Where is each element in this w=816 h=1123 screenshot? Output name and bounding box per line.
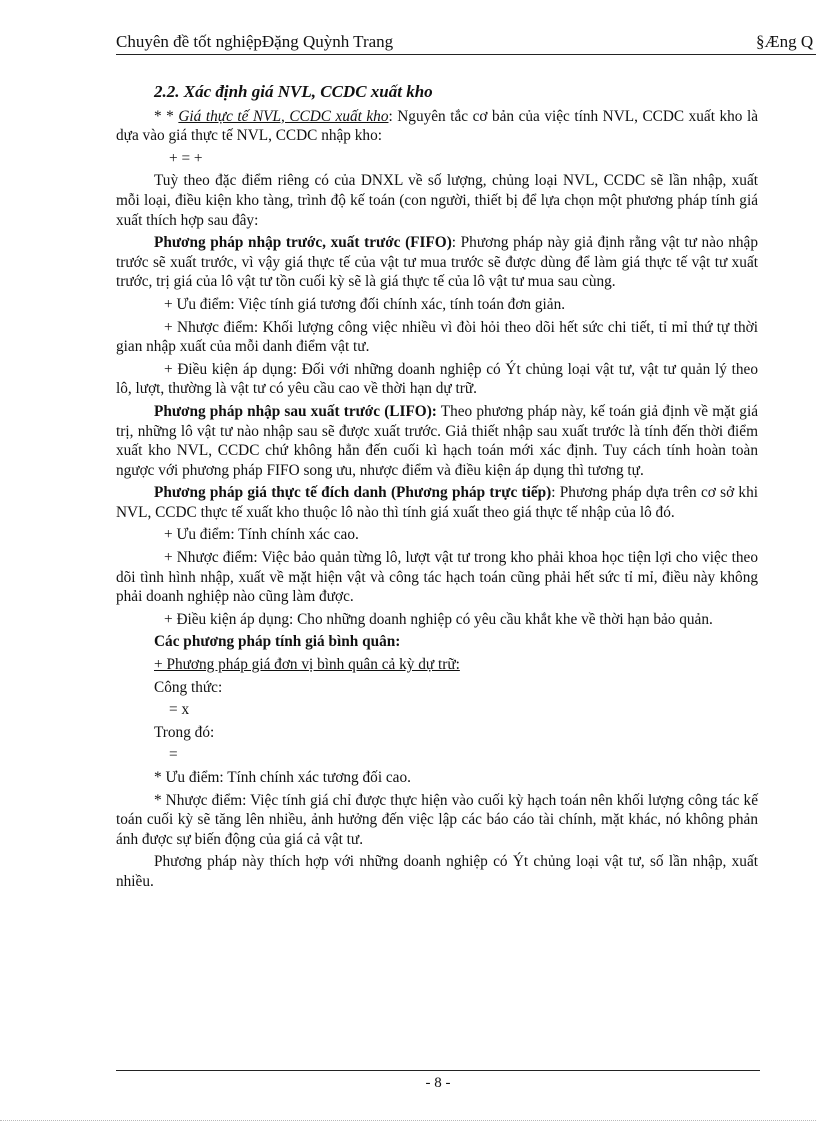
fifo-cond: + Điều kiện áp dụng: Đối với những doanh nghiệp có Ýt chủng loại vật tư, vật tư quản lý theo lô, lượt, thường là vật tư có yêu cầu cao về thời hạn dự trữ. (116, 360, 758, 398)
formula-label: Công thức: (154, 678, 223, 696)
page-edge (0, 1120, 816, 1121)
section-title: 2.2. Xác định giá NVL, CCDC xuất kho (154, 82, 433, 101)
footer-rule (116, 1070, 760, 1071)
specific-name: Phương pháp giá thực tế đích danh (Phương pháp trực tiếp) (154, 484, 552, 502)
header-author-cut: §Æng Q (756, 32, 814, 51)
formula-sum: + = + (169, 149, 203, 167)
avg-con: * Nhược điểm: Việc tính giá chỉ được thực hiện vào cuối kỳ hạch toán nên khối lượng công tác kế toán cuối kỳ sẽ tăng lên nhiều, ảnh hưởng đến việc lập các báo cáo tài chính, mặt khác, nó không phản ánh được sự biến động của giá cả vật tư. (116, 791, 758, 848)
bullet-marker: * * (154, 107, 179, 125)
avg-pro: * Ưu điểm: Tính chính xác tương đối cao. (154, 769, 411, 786)
specific-pro: + Ưu điểm: Tính chính xác cao. (164, 526, 359, 544)
paragraph-intro (116, 107, 758, 146)
fifo-pro: + Ưu điểm: Việc tính giá tương đối chính xác, tính toán đơn giản. (164, 295, 566, 313)
lifo-desc: Theo phương pháp này, kế toán giả định về mặt giá trị, những lô vật tư nào nhập sau sẽ được xuất trước. Giả thiết nhập sau xuất trước là tính đến thời điểm xuất kho NVL, CCDC chứ không hẳn đến cuối kì hạch toán mới xác định. Tuy cách tính hoàn toàn ngược với phương pháp FIFO song ưu, nhược điểm và điều kiện áp dụng thì tương tự. (116, 402, 758, 479)
avg-sub (116, 655, 758, 675)
avg-sub-text: + Phương pháp giá đơn vị bình quân cả kỳ dự trữ: (154, 656, 460, 674)
lifo-name: Phương pháp nhập sau xuất trước (LIFO): (154, 402, 437, 420)
avg-suit: Phương pháp này thích hợp với những doanh nghiệp có Ýt chủng loại vật tư, số lần nhập, xuất nhiều. (116, 853, 758, 890)
paragraph-methods-intro: Tuỳ theo đặc điểm riêng có của DNXL về số lượng, chủng loại NVL, CCDC sẽ lần nhập, xuất mỗi loại, điều kiện kho tàng, trình độ kế toán (con người, thiết bị để lựa chọn một phương pháp tính giá xuất thích hợp sau đây: (116, 172, 758, 229)
fifo-desc: : Phương pháp này giả định rằng vật tư nào nhập trước sẽ xuất trước, vì vậy giá thực tế của vật tư mua trước sẽ được dùng để làm giá thực tế vật tư xuất trước, trị giá của lô vật tư tồn cuối kỳ sẽ là giá thực tế của lô vật tư mua sau cùng. (116, 234, 758, 291)
specific-cond: + Điều kiện áp dụng: Cho những doanh nghiệp có yêu cầu khắt khe về thời hạn bảo quản. (164, 610, 713, 628)
fifo-name: Phương pháp nhập trước, xuất trước (FIFO) (154, 234, 452, 252)
term-real-cost: Giá thực tế NVL, CCDC xuất kho (178, 107, 389, 125)
header-title: Chuyên đề tốt nghiệpĐặng Quỳnh Trang (116, 32, 394, 51)
specific-desc: : Phương pháp dựa trên cơ sở khi NVL, CCDC thực tế xuất kho thuộc lô nào thì tính giá xuất theo giá thực tế nhập của lô đó. (116, 484, 758, 521)
paragraph-lifo (116, 402, 758, 480)
page-number: - 8 - (425, 1075, 451, 1091)
specific-con: + Nhược điểm: Việc bảo quản từng lô, lượt vật tư trong kho phải khoa học tiện lợi cho việc theo dõi tình hình nhập, xuất về mặt hiện vật và công tác hạch toán cũng phải hết sức tỉ mỉ, điều này không phải doanh nghiệp nào cũng làm được. (116, 549, 758, 606)
avg-heading: Các phương pháp tính giá bình quân: (154, 633, 401, 651)
paragraph-specific (116, 483, 758, 522)
formula-equals: = (169, 746, 178, 764)
where-label: Trong đó: (154, 723, 215, 741)
document-body (116, 82, 758, 895)
intro-text: : Nguyên tắc cơ bản của việc tính NVL, CCDC xuất kho là dựa vào giá thực tế NVL, CCDC nhập kho: (116, 107, 758, 145)
page-header (116, 32, 816, 55)
paragraph-fifo (116, 233, 758, 292)
formula-product: = x (169, 701, 190, 719)
fifo-con: + Nhược điểm: Khối lượng công việc nhiều vì đòi hỏi theo dõi hết sức chi tiết, tỉ mỉ thứ tự thời gian nhập xuất của mỗi danh điểm vật tư. (116, 318, 758, 356)
